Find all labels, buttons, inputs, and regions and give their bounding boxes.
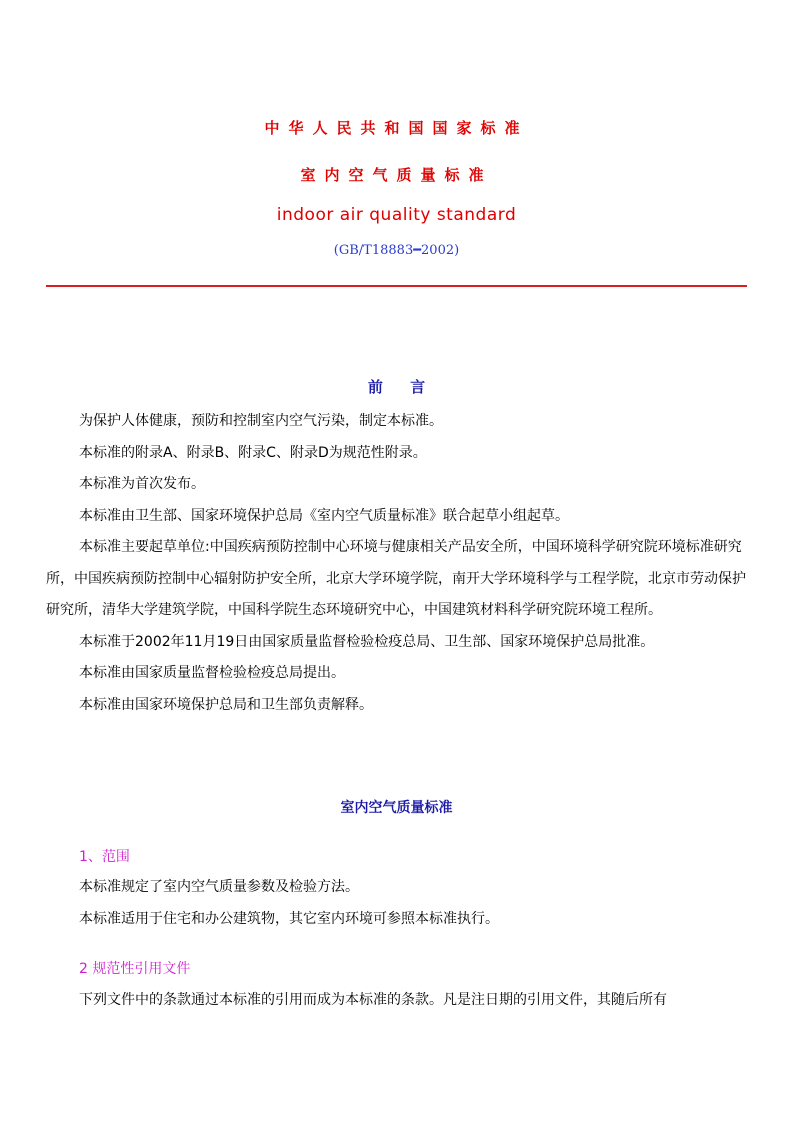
document-subtitle-cn: 室内空气质量标准 bbox=[300, 166, 493, 184]
foreword-paragraph: 为保护人体健康，预防和控制室内空气污染，制定本标准。 bbox=[79, 413, 443, 429]
section-paragraph: 本标准规定了室内空气质量参数及检验方法。 bbox=[79, 879, 359, 895]
foreword-paragraph: 本标准由国家环境保护总局和卫生部负责解释。 bbox=[79, 696, 373, 713]
section-heading-references: 2 规范性引用文件 bbox=[79, 961, 191, 977]
section-body-references bbox=[46, 985, 752, 1017]
standard-title: 室内空气质量标准 bbox=[340, 800, 453, 816]
foreword-paragraph: 本标准为首次发布。 bbox=[79, 476, 205, 492]
header-divider bbox=[46, 285, 747, 287]
section-paragraph: 下列文件中的条款通过本标准的引用而成为本标准的条款。凡是注日期的引用文件，其随后所有 bbox=[79, 992, 667, 1008]
foreword-heading: 前 言 bbox=[367, 378, 426, 396]
foreword-paragraph: 本标准由卫生部、国家环境保护总局《室内空气质量标准》联合起草小组起草。 bbox=[79, 507, 569, 524]
foreword-paragraph: 本标准的附录A、附录B、附录C、附录D为规范性附录。 bbox=[79, 444, 427, 461]
section-heading-scope: 1、范围 bbox=[79, 849, 130, 865]
document-title-en: indoor air quality standard bbox=[276, 205, 517, 225]
foreword-paragraph: 本标准由国家质量监督检验检疫总局提出。 bbox=[79, 665, 345, 681]
foreword-paragraph: 本标准于2002年11月19日由国家质量监督检验检疫总局、卫生部、国家环境保护总局批准。 bbox=[79, 633, 655, 650]
document-title-cn: 中华人民共和国国家标准 bbox=[264, 119, 529, 137]
standard-code: (GB/T18883━2002) bbox=[333, 243, 460, 258]
section-paragraph: 本标准适用于住宅和办公建筑物，其它室内环境可参照本标准执行。 bbox=[79, 910, 499, 927]
section-body-scope bbox=[46, 872, 752, 935]
foreword-body bbox=[46, 406, 752, 721]
foreword-paragraph: 本标准主要起草单位:中国疾病预防控制中心环境与健康相关产品安全所，中国环境科学研究院环境标准研究所，中国疾病预防控制中心辐射防护安全所，北京大学环境学院，南开大学环境科学与工程学院，北京市劳动保护研究所，清华大学建筑学院，中国科学院生态环境研究中心，中国建筑材料科学研究院环境工程所。 bbox=[46, 539, 746, 618]
